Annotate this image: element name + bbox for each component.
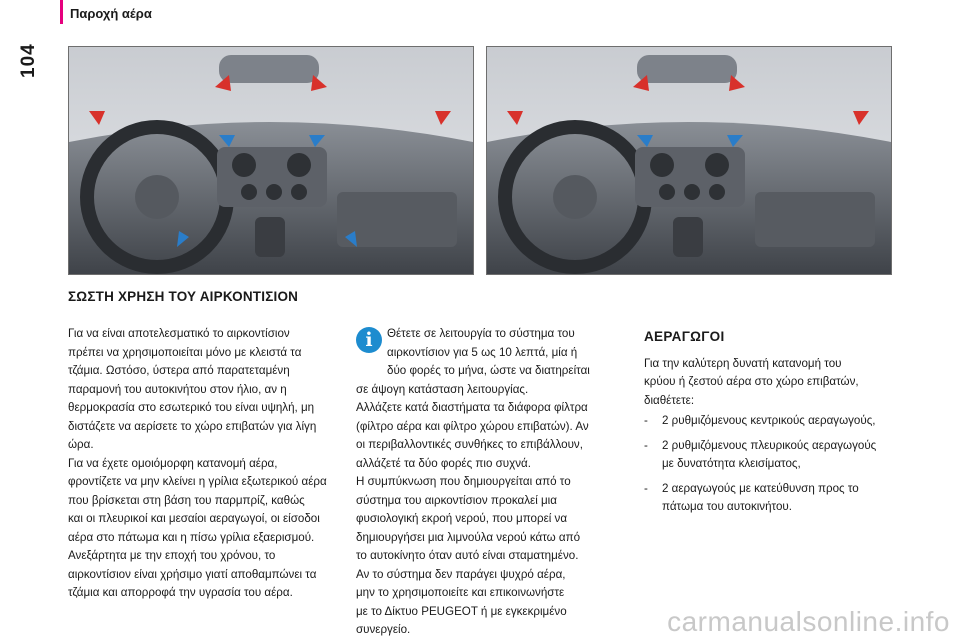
text-line: Για να έχετε ομοιόμορφη κατανομή αέρα,	[68, 456, 278, 470]
text-line: φροντίζετε να μην κλείνει η γρίλια εξωτερικού αέρα	[68, 475, 327, 488]
text-line: αιρκοντίσιον είναι χρήσιμο γιατί αποθαμπώνει τα	[68, 567, 317, 581]
dashboard-illustration-right	[486, 46, 892, 275]
dashboard-illustration-left	[68, 46, 474, 275]
info-text	[356, 325, 628, 640]
text-line: σε άψογη κατάσταση λειτουργίας.	[356, 382, 529, 396]
text-line: που βρίσκεται στη βάση του παρμπρίζ, καθώς	[68, 493, 305, 507]
text-line: διαθέτετε:	[644, 393, 695, 407]
text-line: Αν το σύστημα δεν παράγει ψυχρό αέρα,	[356, 567, 566, 581]
usage-text	[68, 325, 348, 603]
text-line: φυσιολογική εκροή νερού, που μπορεί να	[356, 512, 568, 525]
section-title: Παροχή αέρα	[70, 6, 152, 21]
text-line: αέρα στο πάτωμα και η πίσω γρίλια εξαερισμού.	[68, 530, 315, 544]
text-line: (φίλτρο αέρα και φίλτρο χώρου επιβατών). Αν	[356, 419, 589, 433]
info-icon: i	[356, 327, 382, 353]
text-line: Θέτετε σε λειτουργία το σύστημα του	[387, 327, 575, 340]
text-line: τζάμια. Ωστόσο, ύστερα από παρατεταμένη	[68, 364, 290, 377]
text-line: αιρκοντίσιον για 5 ως 10 λεπτά, μία ή	[387, 345, 578, 359]
text-line: 2 ρυθμιζόμενους κεντρικούς αεραγωγούς,	[662, 414, 876, 427]
list-dash: -	[644, 414, 648, 427]
text-line: μην το χρησιμοποιείτε και επικοινωνήστε	[356, 586, 565, 599]
mirror	[219, 55, 319, 83]
text-line: Αλλάζετε κατά διαστήματα τα διάφορα φίλτρα	[356, 401, 588, 414]
accent-bar	[60, 0, 63, 24]
text-line: πάτωμα του αυτοκινήτου.	[662, 500, 792, 513]
text-line: παραμονή του αυτοκινήτου στον ήλιο, αν η	[68, 382, 287, 396]
text-line: σύστημα του αιρκοντίσιον προκαλεί μια	[356, 493, 557, 507]
text-line: συνεργείο.	[356, 623, 411, 636]
text-line: ώρα.	[68, 438, 94, 451]
vents-heading: ΑΕΡΑΓΩΓΟΙ	[644, 329, 725, 344]
gear-lever	[255, 217, 285, 257]
vents-section	[644, 328, 904, 517]
text-line: οι περιβαλλοντικές συνθήκες το επιβάλλουν,	[356, 438, 583, 451]
text-line: Η συμπύκνωση που δημιουργείται από το	[356, 475, 571, 488]
text-line: το αυτοκίνητο όταν αυτό είναι σταματημένο.	[356, 549, 579, 562]
text-line: κρύου ή ζεστού αέρα στο χώρο επιβατών,	[644, 375, 859, 388]
section-heading: ΣΩΣΤΗ ΧΡΗΣΗ ΤΟΥ ΑΙΡΚΟΝΤΙΣΙΟΝ	[68, 289, 299, 304]
text-line: δημιουργήσει μια λιμνούλα νερού κάτω από	[356, 530, 581, 544]
text-line: αλλάζετέ τα δύο φορές πιο συχνά.	[356, 456, 531, 470]
text-line: με δυνατότητα κλεισίματος,	[662, 457, 801, 470]
text-line: διστάζετε να αερίσετε το χώρο επιβατών για λίγη	[68, 419, 317, 433]
text-line: πρέπει να χρησιμοποιείται μόνο με κλειστά τα	[68, 345, 302, 359]
text-line: με το Δίκτυο PEUGEOT ή με εγκεκριμένο	[356, 604, 567, 618]
watermark: carmanualsonline.info	[667, 606, 950, 637]
text-line: Ανεξάρτητα με την εποχή του χρόνου, το	[68, 549, 276, 562]
text-line: δύο φορές το μήνα, ώστε να διατηρείται	[387, 364, 590, 377]
text-line: θερμοκρασία στο εσωτερικό του είναι υψηλή, μη	[68, 401, 315, 414]
text-line: 2 αεραγωγούς με κατεύθυνση προς το	[662, 481, 859, 495]
list-dash: -	[644, 438, 648, 452]
text-line: Για να είναι αποτελεσματικό το αιρκοντίσιον	[68, 327, 290, 340]
list-item	[644, 437, 904, 474]
list-item	[644, 480, 904, 517]
text-line: Για την καλύτερη δυνατή κατανομή του	[644, 356, 842, 370]
list-item	[644, 412, 904, 431]
list-dash: -	[644, 481, 648, 495]
text-line: τζάμια και απορροφά την υγρασία του αέρα.	[68, 586, 293, 599]
page-number: 104	[18, 43, 39, 78]
text-line: και οι πλευρικοί και μεσαίοι αεραγωγοί, οι είσοδοι	[68, 512, 320, 525]
text-line: 2 ρυθμιζόμενους πλευρικούς αεραγωγούς	[662, 438, 877, 452]
